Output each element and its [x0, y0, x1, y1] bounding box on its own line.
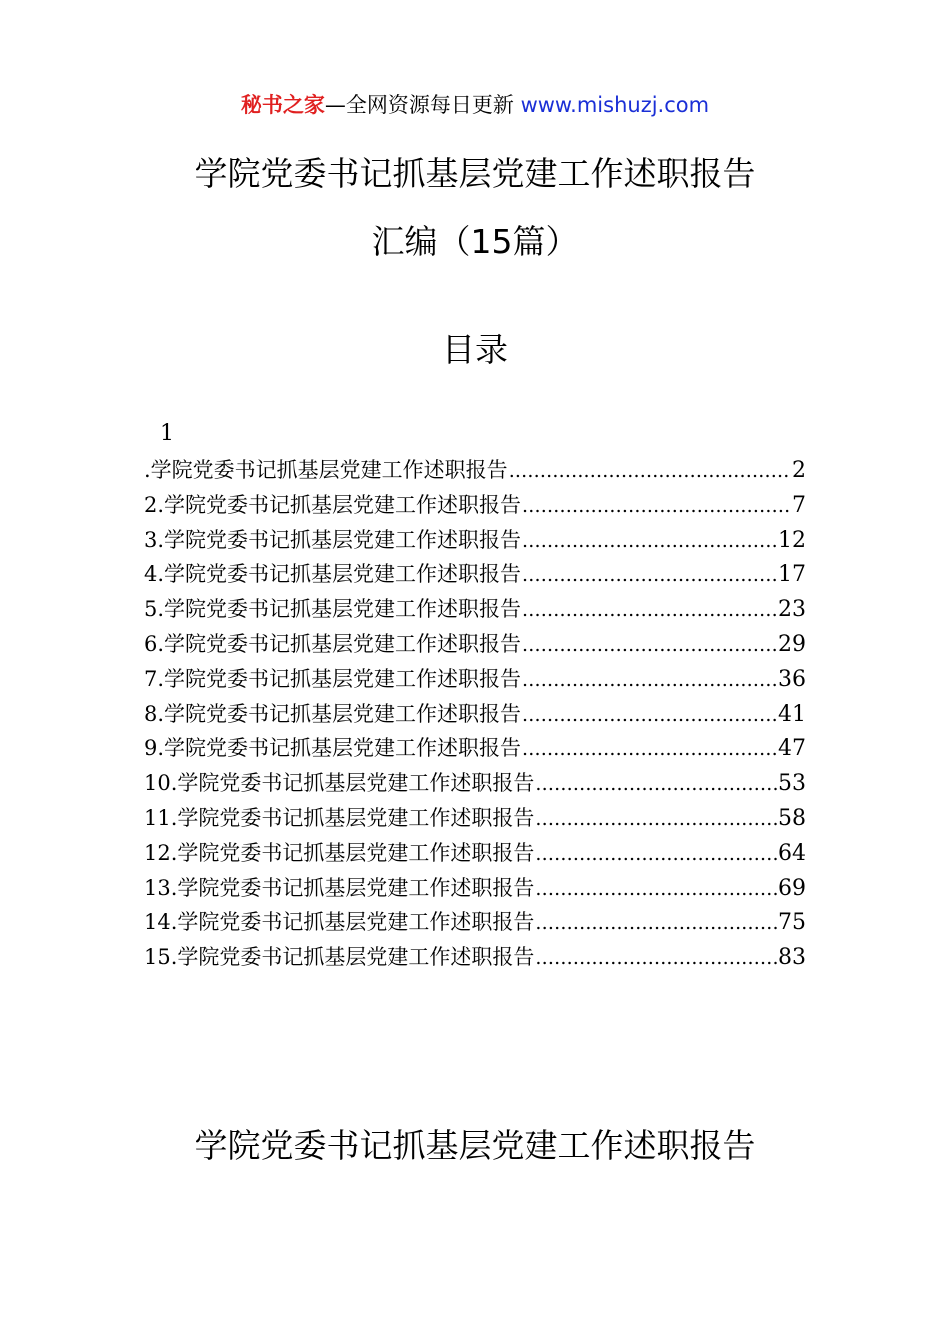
toc-entry-page-number: 36 [778, 666, 806, 692]
site-header [0, 88, 950, 122]
toc-entry-label: 14.学院党委书记抓基层党建工作述职报告 [144, 910, 535, 935]
toc-entry[interactable] [144, 801, 806, 836]
toc-entry-label: 9.学院党委书记抓基层党建工作述职报告 [144, 736, 522, 761]
toc-lead-number: 1 [160, 421, 174, 446]
toc-entry-page-number: 7 [792, 492, 806, 518]
toc-entry-page-number: 58 [778, 805, 806, 831]
toc-entry[interactable] [144, 453, 806, 488]
toc-entry-page-number: 75 [778, 910, 806, 936]
toc-entry-page-number: 23 [778, 597, 806, 623]
toc-entry-label: 4.学院党委书记抓基层党建工作述职报告 [144, 562, 522, 587]
brand-name: 秘书之家 [240, 93, 325, 117]
section-title: 学院党委书记抓基层党建工作述职报告 [194, 1126, 756, 1165]
toc-dot-leader [522, 593, 777, 628]
toc-entry-label: 13.学院党委书记抓基层党建工作述职报告 [144, 875, 535, 900]
toc-entry-label: 15.学院党委书记抓基层党建工作述职报告 [144, 945, 535, 970]
toc-entry-page-number: 17 [778, 562, 806, 588]
toc-dot-leader [522, 524, 777, 559]
toc-dot-leader [535, 872, 777, 907]
toc-entry[interactable] [144, 592, 806, 627]
toc-entry-page-number: 69 [778, 875, 806, 901]
toc-entry-label: 2.学院党委书记抓基层党建工作述职报告 [144, 492, 522, 517]
toc-entry[interactable] [144, 662, 806, 697]
toc-entry[interactable] [144, 523, 806, 558]
toc-entry[interactable] [144, 627, 806, 662]
toc-dot-leader [535, 906, 777, 941]
toc-entry[interactable] [144, 697, 806, 732]
toc-dot-leader [509, 454, 791, 489]
toc-heading: 目录 [442, 330, 508, 369]
toc-entry-label: 5.学院党委书记抓基层党建工作述职报告 [144, 597, 522, 622]
toc-dot-leader [535, 941, 777, 976]
site-url-link[interactable]: www.mishuzj.com [520, 93, 710, 117]
document-title-line2: 汇编（15篇） [371, 222, 579, 261]
toc-dot-leader [522, 558, 777, 593]
toc-dot-leader [535, 767, 777, 802]
toc-entry[interactable] [144, 731, 806, 766]
toc-entry-label: 11.学院党委书记抓基层党建工作述职报告 [144, 805, 535, 830]
toc-dot-leader [522, 663, 777, 698]
toc-entry[interactable] [144, 836, 806, 871]
toc-entry-page-number: 29 [778, 631, 806, 657]
toc-entry[interactable] [144, 871, 806, 906]
header-tagline: —全网资源每日更新 [324, 93, 521, 117]
toc-dot-leader [535, 802, 777, 837]
toc-entry-label: 3.学院党委书记抓基层党建工作述职报告 [144, 527, 522, 552]
toc-dot-leader [522, 732, 777, 767]
toc-dot-leader [522, 489, 791, 524]
toc-entry-label: 6.学院党委书记抓基层党建工作述职报告 [144, 631, 522, 656]
toc-entry-label: 7.学院党委书记抓基层党建工作述职报告 [144, 666, 522, 691]
toc-entry-label: 12.学院党委书记抓基层党建工作述职报告 [144, 840, 535, 865]
toc-entry-page-number: 2 [792, 458, 806, 483]
toc-entry-label: 8.学院党委书记抓基层党建工作述职报告 [144, 701, 522, 726]
toc-entry[interactable] [144, 940, 806, 975]
toc-entry-page-number: 12 [778, 527, 806, 553]
toc-dot-leader [535, 837, 777, 872]
toc-entry-page-number: 47 [778, 736, 806, 762]
toc-entry-label: 10.学院党委书记抓基层党建工作述职报告 [144, 771, 535, 796]
toc-entry-label: .学院党委书记抓基层党建工作述职报告 [144, 458, 508, 482]
document-title-line1: 学院党委书记抓基层党建工作述职报告 [194, 154, 756, 193]
toc-entry[interactable] [144, 488, 806, 523]
toc-entry-page-number: 64 [778, 840, 806, 866]
toc-entry[interactable] [144, 766, 806, 801]
toc-dot-leader [522, 698, 777, 733]
table-of-contents [144, 453, 806, 975]
toc-dot-leader [522, 628, 777, 663]
toc-entry[interactable] [144, 905, 806, 940]
toc-entry-page-number: 41 [778, 701, 806, 727]
toc-entry[interactable] [144, 557, 806, 592]
toc-entry-page-number: 53 [778, 771, 806, 797]
toc-entry-page-number: 83 [778, 945, 806, 971]
